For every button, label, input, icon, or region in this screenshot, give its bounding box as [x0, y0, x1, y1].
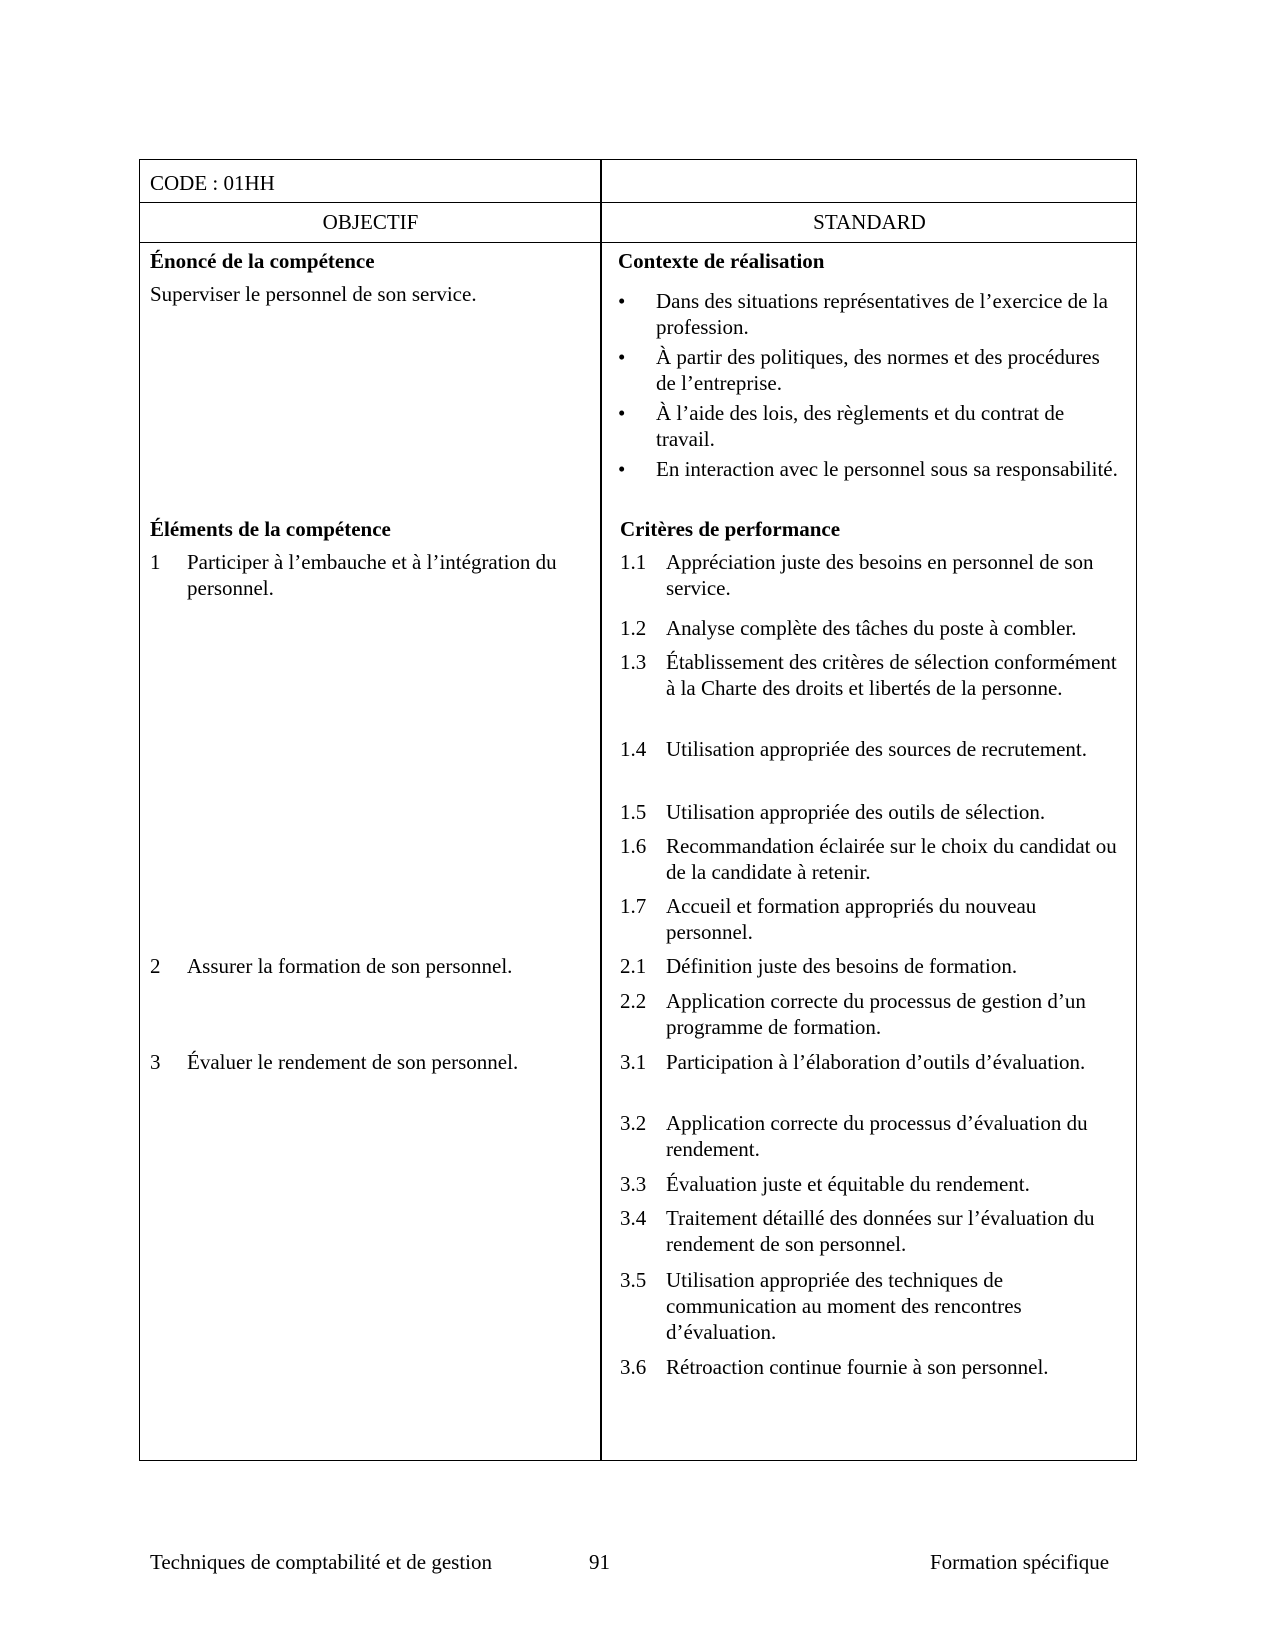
critere-item — [620, 799, 1120, 825]
page-number: 91 — [589, 1550, 610, 1574]
critere-number: 1.6 — [620, 834, 647, 858]
column-divider — [600, 159, 602, 1461]
element-item — [150, 549, 650, 601]
critere-item — [620, 1354, 1120, 1380]
footer-program: Techniques de comptabilité et de gestion — [150, 1550, 493, 1574]
critere-number: 1.1 — [620, 550, 647, 574]
bullet-icon: • — [618, 401, 626, 425]
critere-text: Participation à l’élaboration d’outils d’évaluation. — [666, 1050, 1086, 1074]
critere-number: 1.3 — [620, 650, 647, 674]
objectif-heading: OBJECTIF — [322, 210, 419, 234]
critere-number: 3.6 — [620, 1355, 647, 1379]
standard-heading: STANDARD — [813, 210, 926, 234]
critere-text: Établissement des critères de sélection conformément à la Charte des droits et libertés de la personne. — [666, 650, 1117, 700]
element-text: Participer à l’embauche et à l’intégration du personnel. — [187, 550, 557, 600]
element-item — [150, 953, 650, 979]
criteres-title: Critères de performance — [620, 517, 841, 541]
critere-text: Application correcte du processus d’évaluation du rendement. — [666, 1111, 1088, 1161]
critere-text: Recommandation éclairée sur le choix du candidat ou de la candidate à retenir. — [666, 834, 1117, 884]
critere-text: Définition juste des besoins de formation. — [666, 954, 1018, 978]
critere-number: 3.4 — [620, 1206, 647, 1230]
element-text: Assurer la formation de son personnel. — [187, 954, 513, 978]
critere-text: Rétroaction continue fournie à son personnel. — [666, 1355, 1049, 1379]
contexte-list — [618, 288, 1118, 486]
list-item — [618, 456, 1118, 482]
critere-number: 3.2 — [620, 1111, 647, 1135]
contexte-title: Contexte de réalisation — [618, 249, 825, 273]
critere-item — [620, 649, 1120, 701]
critere-item — [620, 1205, 1120, 1257]
critere-item — [620, 893, 1120, 945]
critere-number: 1.2 — [620, 616, 647, 640]
critere-number: 1.4 — [620, 737, 647, 761]
row-divider-columns — [139, 242, 1137, 243]
bullet-icon: • — [618, 289, 626, 313]
critere-text: Accueil et formation appropriés du nouveau personnel. — [666, 894, 1037, 944]
list-item — [618, 288, 1118, 340]
critere-item — [620, 549, 1120, 601]
element-item — [150, 1049, 650, 1075]
critere-number: 2.1 — [620, 954, 647, 978]
contexte-text: À l’aide des lois, des règlements et du contrat de travail. — [656, 401, 1065, 451]
critere-item — [620, 736, 1120, 762]
critere-item — [620, 1267, 1120, 1345]
critere-number: 1.5 — [620, 800, 647, 824]
footer-section: Formation spécifique — [930, 1550, 1110, 1574]
critere-number: 3.3 — [620, 1172, 647, 1196]
code-label: CODE : 01HH — [150, 171, 275, 195]
critere-number: 1.7 — [620, 894, 647, 918]
critere-item — [620, 833, 1120, 885]
critere-text: Utilisation appropriée des techniques de communication au moment des rencontres d’évaluation. — [666, 1268, 1022, 1344]
element-number: 2 — [150, 954, 161, 978]
critere-item — [620, 988, 1120, 1040]
critere-item — [620, 1049, 1120, 1075]
critere-text: Analyse complète des tâches du poste à combler. — [666, 616, 1077, 640]
critere-text: Appréciation juste des besoins en personnel de son service. — [666, 550, 1094, 600]
critere-item — [620, 615, 1140, 641]
element-number: 3 — [150, 1050, 161, 1074]
element-text: Évaluer le rendement de son personnel. — [187, 1050, 519, 1074]
critere-item — [620, 953, 1120, 979]
critere-number: 3.5 — [620, 1268, 647, 1292]
critere-text: Traitement détaillé des données sur l’évaluation du rendement de son personnel. — [666, 1206, 1095, 1256]
bullet-icon: • — [618, 457, 626, 481]
critere-text: Utilisation appropriée des outils de sélection. — [666, 800, 1046, 824]
critere-text: Utilisation appropriée des sources de recrutement. — [666, 737, 1088, 761]
elements-title: Éléments de la compétence — [150, 517, 391, 541]
contexte-text: À partir des politiques, des normes et des procédures de l’entreprise. — [656, 345, 1100, 395]
critere-number: 3.1 — [620, 1050, 647, 1074]
critere-item — [620, 1110, 1120, 1162]
enonce-text: Superviser le personnel de son service. — [150, 282, 477, 306]
row-divider-header — [139, 202, 1137, 203]
contexte-text: Dans des situations représentatives de l’exercice de la profession. — [656, 289, 1108, 339]
list-item — [618, 400, 1118, 452]
critere-number: 2.2 — [620, 989, 647, 1013]
element-number: 1 — [150, 550, 161, 574]
enonce-title: Énoncé de la compétence — [150, 249, 375, 273]
critere-item — [620, 1171, 1120, 1197]
critere-text: Application correcte du processus de gestion d’un programme de formation. — [666, 989, 1086, 1039]
bullet-icon: • — [618, 345, 626, 369]
list-item — [618, 344, 1118, 396]
critere-text: Évaluation juste et équitable du rendement. — [666, 1172, 1030, 1196]
contexte-text: En interaction avec le personnel sous sa responsabilité. — [656, 457, 1118, 481]
